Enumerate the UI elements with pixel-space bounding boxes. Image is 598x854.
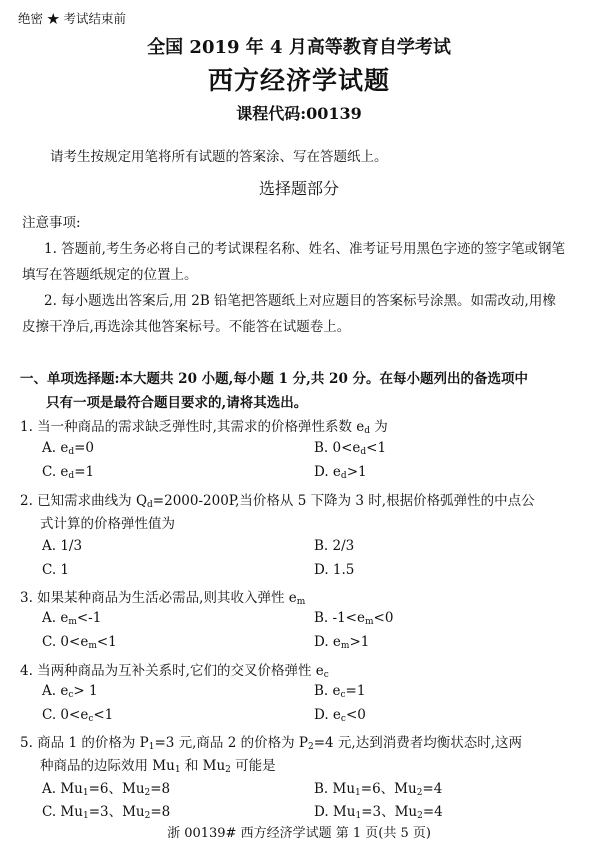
question-4-option-d: D. $e_c<0$ bbox=[314, 707, 366, 724]
question-2-option-a: A. 1/3 bbox=[42, 538, 83, 554]
part1-heading-line-1: 一、单项选择题:本大题共 20 小题,每小题 1 分,共 20 分。在每小题列出的备选项中 bbox=[20, 371, 529, 387]
question-3-option-d: D. $e_m>1$ bbox=[314, 634, 370, 651]
question-1-option-a: A. $e_d=0$ bbox=[42, 440, 94, 457]
question-4-option-c: C. $0<e_c<1$ bbox=[42, 707, 114, 724]
question-1-option-b: B. $0<e_d<1$ bbox=[314, 440, 387, 457]
note-1-line-1: 1. 答题前,考生务必将自己的考试课程名称、姓名、准考证号用黑色字迹的签字笔或钢笔 bbox=[44, 241, 565, 257]
question-2-option-c: C. 1 bbox=[42, 562, 70, 578]
course-code: 课程代码:00139 bbox=[236, 104, 362, 123]
question-2-option-b: B. 2/3 bbox=[314, 538, 355, 554]
question-3-option-a: A. $e_m<-1$ bbox=[42, 610, 102, 627]
question-5-option-a: A. $Mu_1=6$、$Mu_2=8$ bbox=[42, 781, 171, 798]
question-1-stem: 1. 当一种商品的需求缺乏弹性时,其需求的价格弹性系数 $e_d$ 为 bbox=[20, 419, 388, 436]
question-2-option-d: D. 1.5 bbox=[314, 562, 355, 578]
question-3-option-b: B. $-1<e_m<0$ bbox=[314, 610, 394, 627]
note-2-line-2: 皮擦干净后,再选涂其他答案标号。不能答在试题卷上。 bbox=[22, 319, 351, 335]
question-1-option-c: C. $e_d=1$ bbox=[42, 464, 95, 481]
answer-instruction: 请考生按规定用笔将所有试题的答案涂、写在答题纸上。 bbox=[50, 149, 388, 165]
question-4-stem: 4. 当两种商品为互补关系时,它们的交叉价格弹性 $e_c$ bbox=[20, 663, 329, 680]
part1-heading-line-2: 只有一项是最符合题目要求的,请将其选出。 bbox=[46, 395, 308, 411]
subject-title: 西方经济学试题 bbox=[207, 66, 390, 95]
note-1-line-2: 填写在答题纸规定的位置上。 bbox=[22, 267, 198, 283]
question-2-stem-line-2: 式计算的价格弹性值为 bbox=[40, 516, 175, 532]
page-footer: 浙 00139# 西方经济学试题 第 1 页(共 5 页) bbox=[167, 826, 431, 841]
exam-title: 全国 2019 年 4 月高等教育自学考试 bbox=[147, 37, 451, 58]
question-2-stem-line-1: 2. 已知需求曲线为 $Q_d=2000-200P$,当价格从 5 下降为 3 时,根据价格弧弹性的中点公 bbox=[20, 493, 535, 510]
question-5-stem-line-2: 种商品的边际效用 $Mu_1$ 和 $Mu_2$ 可能是 bbox=[40, 758, 276, 775]
question-3-stem: 3. 如果某种商品为生活必需品,则其收入弹性 $e_m$ bbox=[20, 590, 306, 607]
notes-heading: 注意事项: bbox=[22, 215, 81, 231]
question-1-option-d: D. $e_d>1$ bbox=[314, 464, 367, 481]
question-5-stem-line-1: 5. 商品 1 的价格为 $P_1=3$ 元,商品 2 的价格为 $P_2=4$ 元,达到消费者均衡状态时,这两 bbox=[20, 735, 522, 752]
question-5-option-d: D. $Mu_1=3$、$Mu_2=4$ bbox=[314, 804, 443, 821]
question-5-option-c: C. $Mu_1=3$、$Mu_2=8$ bbox=[42, 804, 171, 821]
question-4-option-b: B. $e_c=1$ bbox=[314, 683, 366, 700]
question-3-option-c: C. $0<e_m<1$ bbox=[42, 634, 117, 651]
question-5-option-b: B. $Mu_1=6$、$Mu_2=4$ bbox=[314, 781, 443, 798]
question-4-option-a: A. $e_c> 1$ bbox=[42, 683, 98, 700]
section-title: 选择题部分 bbox=[258, 179, 339, 198]
note-2-line-1: 2. 每小题选出答案后,用 2B 铅笔把答题纸上对应题目的答案标号涂黑。如需改动,用橡 bbox=[44, 293, 556, 309]
confidential-label: 绝密 ★ 考试结束前 bbox=[18, 11, 126, 26]
